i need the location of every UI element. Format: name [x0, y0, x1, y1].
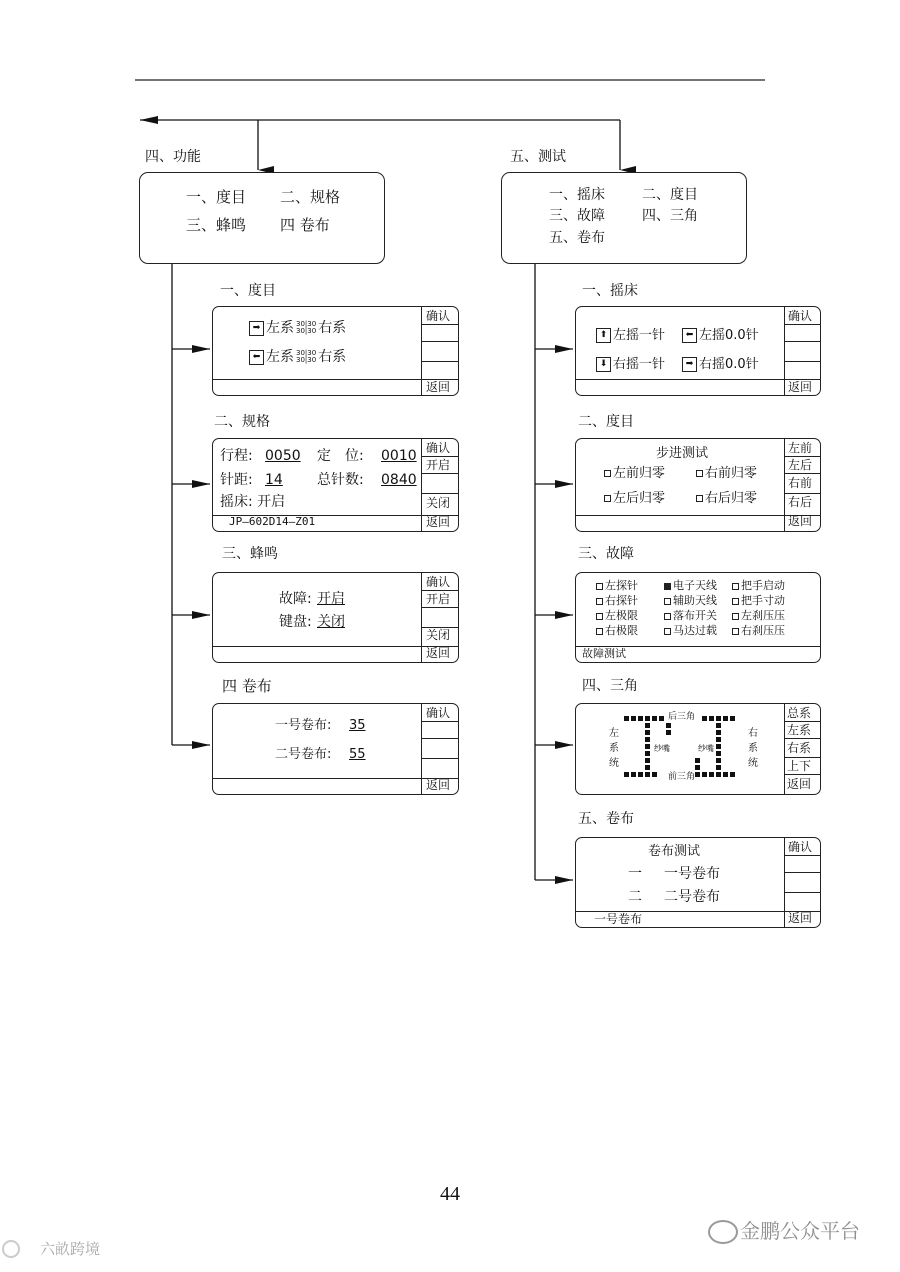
fault-item[interactable]: [596, 624, 638, 637]
key-right-back[interactable]: 右后: [788, 495, 813, 509]
key-left-system[interactable]: 左系: [787, 723, 812, 737]
func-s1-line1: ➡ 左系 30|30 30|30 右系: [249, 320, 346, 336]
position-label: 定 位:: [317, 448, 364, 464]
watermark-right: 金鹏公众平台: [740, 1219, 860, 1243]
yarn-feeder-right: 纱嘴: [698, 744, 714, 753]
fault-item[interactable]: [664, 609, 717, 622]
fault-item-label: 马达过载: [673, 624, 717, 637]
fault-item-label: 右探针: [605, 594, 638, 607]
stroke-value[interactable]: 0050: [265, 448, 301, 464]
key-on[interactable]: 开启: [426, 458, 451, 472]
key-back[interactable]: 返回: [426, 778, 451, 792]
rack-right-fine[interactable]: ➡ 右摇0.0针: [682, 357, 759, 373]
checkbox-icon: [664, 613, 671, 620]
fault-item[interactable]: [732, 624, 785, 637]
left-system-label: 左 系 统: [609, 728, 619, 769]
arrow-down-icon: ⬇: [596, 357, 611, 372]
fault-buzzer-label: 故障:: [279, 591, 312, 607]
key-left-back[interactable]: 左后: [788, 458, 813, 472]
checkbox-icon: [596, 598, 603, 605]
rack-left-one[interactable]: ⬆ 左摇一针: [596, 328, 665, 344]
fault-item[interactable]: [664, 579, 717, 592]
fault-item[interactable]: [732, 609, 785, 622]
stroke-label: 行程:: [220, 448, 253, 464]
test-menu-box: [501, 172, 747, 264]
func-menu-item-2[interactable]: 二、规格: [280, 188, 341, 206]
arrow-left-icon: ⬅: [249, 350, 264, 365]
fault-buzzer-value[interactable]: 开启: [317, 591, 345, 607]
test-screen1-title: 一、摇床: [582, 283, 638, 299]
arrow-left-icon: ⬅: [682, 328, 697, 343]
front-cam-label: 前三角: [668, 772, 696, 782]
arrow-right-icon: ➡: [682, 357, 697, 372]
test-menu-item-4[interactable]: 四、三角: [642, 208, 698, 224]
zero-left-back[interactable]: 左后归零: [604, 491, 665, 507]
test-screen2-title: 二、度目: [578, 414, 634, 430]
test-menu-item-3[interactable]: 三、故障: [549, 208, 605, 224]
needle-total-value[interactable]: 0840: [381, 472, 417, 488]
racking-status: 摇床: 开启: [220, 494, 286, 510]
test-screen4: [575, 703, 821, 795]
func-screen1: [212, 306, 459, 396]
rack-left-fine[interactable]: ⬅ 左摇0.0针: [682, 328, 759, 344]
zero-left-front[interactable]: 左前归零: [604, 466, 665, 482]
roll1-num: 一: [628, 866, 642, 882]
checkbox-icon: [596, 613, 603, 620]
watermark-logo-icon: [2, 1240, 20, 1258]
fault-item-label: 辅助天线: [673, 594, 717, 607]
fault-item[interactable]: [664, 624, 717, 637]
page-number: 44: [440, 1183, 460, 1205]
key-back[interactable]: 返回: [788, 380, 813, 394]
arrow-right-icon: ➡: [249, 321, 264, 336]
key-right-system[interactable]: 右系: [787, 741, 812, 755]
func-screen2: [212, 438, 459, 532]
checkbox-icon: [732, 613, 739, 620]
checkbox-icon: [664, 583, 671, 590]
checkbox-icon: [596, 583, 603, 590]
fault-item[interactable]: [664, 594, 717, 607]
test-screen5-title: 五、卷布: [578, 811, 634, 827]
roll2-label: 二号卷布:: [275, 747, 332, 762]
roll-status-footer: 一号卷布: [594, 912, 643, 926]
key-back[interactable]: 返回: [426, 646, 451, 660]
checkbox-icon: [696, 470, 703, 477]
func-menu-item-4[interactable]: 四 卷布: [280, 216, 330, 234]
fault-item-label: 左探针: [605, 579, 638, 592]
checkbox-icon: [732, 628, 739, 635]
checkbox-icon: [596, 628, 603, 635]
roll2-num: 二: [628, 889, 642, 905]
key-up-down[interactable]: 上下: [787, 759, 812, 773]
func-heading: 四、功能: [145, 149, 201, 165]
func-screen4: [212, 703, 459, 795]
fault-item[interactable]: [596, 579, 638, 592]
key-confirm[interactable]: 确认: [426, 706, 451, 720]
roll1-test[interactable]: 一号卷布: [664, 866, 720, 882]
key-all-system[interactable]: 总系: [787, 706, 812, 720]
roll-test-heading: 卷布测试: [648, 844, 701, 859]
fault-item[interactable]: [596, 609, 638, 622]
key-confirm[interactable]: 确认: [788, 309, 813, 323]
test-menu-item-5[interactable]: 五、卷布: [549, 230, 605, 246]
fault-item-label: 把手启动: [741, 579, 785, 592]
gauge-label: 针距:: [220, 472, 253, 488]
key-confirm[interactable]: 确认: [426, 309, 451, 323]
func-screen3: [212, 572, 459, 663]
fault-test-footer: 故障测试: [582, 647, 626, 660]
test-heading: 五、测试: [510, 149, 566, 165]
position-value[interactable]: 0010: [381, 448, 417, 464]
key-buzzer-label: 键盘:: [279, 614, 312, 630]
roll1-value[interactable]: 35: [349, 718, 366, 733]
test-screen2: [575, 438, 821, 532]
func-s1-line2: ⬅ 左系 30|30 30|30 右系: [249, 349, 346, 365]
test-screen3: [575, 572, 821, 663]
key-back[interactable]: 返回: [788, 514, 813, 528]
zero-right-back[interactable]: 右后归零: [696, 491, 757, 507]
test-menu-item-2[interactable]: 二、度目: [642, 187, 698, 203]
fault-item-label: 左极限: [605, 609, 638, 622]
watermark-left: 六畝跨境: [40, 1240, 101, 1258]
fault-item-label: 左刹压压: [741, 609, 785, 622]
fault-item-label: 右刹压压: [741, 624, 785, 637]
key-off[interactable]: 关闭: [426, 628, 451, 642]
func-screen1-title: 一、度目: [220, 283, 276, 299]
func-menu-box: [139, 172, 385, 264]
rear-cam-label: 后三角: [668, 712, 696, 722]
key-back[interactable]: 返回: [426, 380, 451, 394]
yarn-feeder-left: 纱嘴: [654, 744, 670, 753]
key-left-front[interactable]: 左前: [788, 441, 813, 455]
roll2-value[interactable]: 55: [349, 747, 366, 762]
test-screen1: [575, 306, 821, 396]
checkbox-icon: [664, 628, 671, 635]
key-back[interactable]: 返回: [788, 911, 813, 925]
model-number: JP—602D14—Z01: [229, 515, 316, 528]
checkbox-icon: [604, 495, 611, 502]
func-screen4-title: 四 卷布: [222, 677, 272, 695]
key-back[interactable]: 返回: [426, 515, 451, 529]
fault-item-label: 电子天线: [673, 579, 717, 592]
checkbox-icon: [604, 470, 611, 477]
right-system-label: 右 系 统: [748, 728, 758, 769]
checkbox-icon: [696, 495, 703, 502]
func-menu-item-1[interactable]: 一、度目: [186, 188, 247, 206]
checkbox-icon: [664, 598, 671, 605]
roll2-test[interactable]: 二号卷布: [664, 889, 720, 905]
test-screen4-title: 四、三角: [582, 678, 638, 694]
wechat-icon: [708, 1220, 738, 1244]
fault-item-label: 右极限: [605, 624, 638, 637]
fault-item[interactable]: [596, 594, 638, 607]
fault-item-label: 把手寸动: [741, 594, 785, 607]
stepper-test-heading: 步进测试: [656, 446, 709, 461]
func-screen3-title: 三、蜂鸣: [222, 546, 278, 562]
checkbox-icon: [732, 598, 739, 605]
key-buzzer-value[interactable]: 关闭: [317, 614, 345, 630]
key-back[interactable]: 返回: [787, 777, 812, 791]
gauge-value[interactable]: 14: [265, 472, 283, 488]
fault-item-label: 落布开关: [673, 609, 717, 622]
key-off[interactable]: 关闭: [426, 496, 451, 510]
roll1-label: 一号卷布:: [275, 718, 332, 733]
func-menu-item-3[interactable]: 三、蜂鸣: [186, 216, 247, 234]
key-confirm[interactable]: 确认: [426, 441, 451, 455]
fault-item[interactable]: [732, 594, 785, 607]
key-confirm[interactable]: 确认: [426, 575, 451, 589]
key-right-front[interactable]: 右前: [788, 476, 813, 490]
zero-right-front[interactable]: 右前归零: [696, 466, 757, 482]
test-screen3-title: 三、故障: [578, 546, 634, 562]
needle-total-label: 总针数:: [317, 472, 364, 488]
key-confirm[interactable]: 确认: [788, 840, 813, 854]
arrow-up-icon: ⬆: [596, 328, 611, 343]
fault-item[interactable]: [732, 579, 785, 592]
checkbox-icon: [732, 583, 739, 590]
key-on[interactable]: 开启: [426, 592, 451, 606]
test-menu-item-1[interactable]: 一、摇床: [549, 187, 605, 203]
func-screen2-title: 二、规格: [214, 414, 270, 430]
rack-right-one[interactable]: ⬇ 右摇一针: [596, 357, 665, 373]
test-screen5: [575, 837, 821, 928]
